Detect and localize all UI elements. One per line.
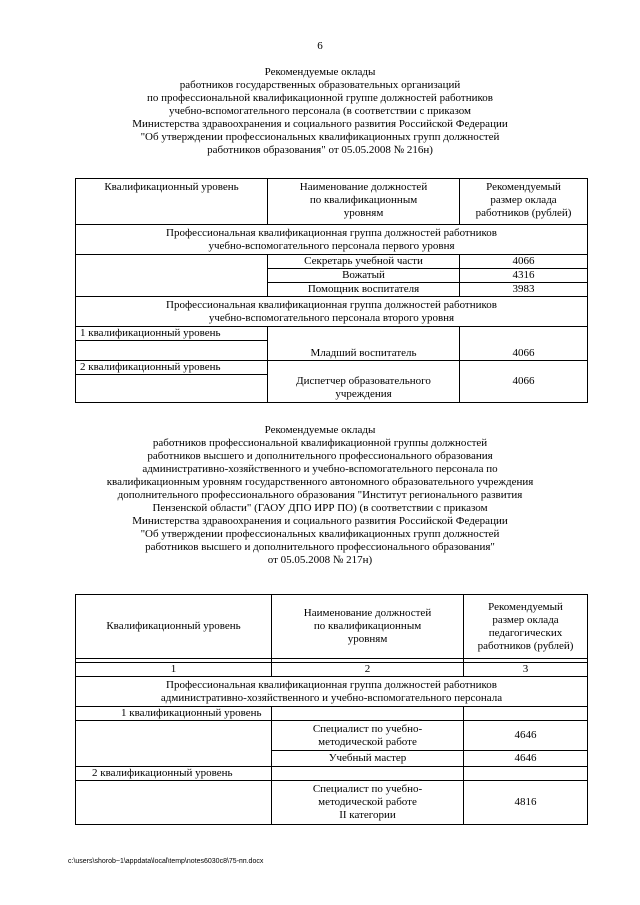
header-salary xyxy=(464,595,588,659)
position-cell: Вожатый xyxy=(268,269,460,283)
header-line: Наименование должностей xyxy=(303,607,432,619)
heading-line: работников высшего и дополнительного профессионального образования" xyxy=(145,541,495,553)
heading-line: работников профессиональной квалификационной группы должностей xyxy=(152,437,488,449)
table-row xyxy=(76,375,588,403)
level-row xyxy=(76,327,588,341)
heading-line: административно-хозяйственного и учебно-вспомогательного персонала по xyxy=(142,463,498,475)
header-level: Квалификационный уровень xyxy=(76,595,272,659)
salary-cell: 3983 xyxy=(460,283,588,297)
level-row xyxy=(76,707,588,721)
empty-cell xyxy=(76,283,268,297)
salary-cell: 4066 xyxy=(460,341,588,361)
position-cell xyxy=(272,781,464,825)
position-line: методической работе xyxy=(318,796,417,808)
group-line: учебно-вспомогательного персонала второго уровня xyxy=(208,311,455,324)
position-line: Специалист по учебно- xyxy=(312,722,423,735)
header-line: педагогических xyxy=(488,626,563,639)
level-row xyxy=(76,767,588,781)
heading-line: Министерства здравоохранения и социального развития Российской Федерации xyxy=(132,515,508,527)
salary-cell: 4646 xyxy=(464,751,588,767)
header-line: Наименование должностей xyxy=(299,181,428,193)
table-row xyxy=(76,255,588,269)
level-row xyxy=(76,361,588,375)
salary-cell: 4646 xyxy=(464,721,588,751)
header-line: работников (рублей) xyxy=(477,639,574,652)
table-row xyxy=(76,283,588,297)
empty-cell xyxy=(76,375,268,403)
header-position xyxy=(272,595,464,659)
table-row xyxy=(76,269,588,283)
empty-cell xyxy=(460,327,588,341)
empty-cell xyxy=(464,767,588,781)
table-header-row xyxy=(76,179,588,225)
salary-table-1 xyxy=(75,178,588,403)
page-number: 6 xyxy=(317,40,323,52)
file-path-footer: c:\users\shorob~1\appdata\local\temp\notes6030c8\75-пп.docx xyxy=(68,858,264,865)
position-cell: Младший воспитатель xyxy=(268,341,460,361)
heading-line: от 05.05.2008 № 217н) xyxy=(267,554,373,566)
header-line: работников (рублей) xyxy=(475,207,572,219)
group-row xyxy=(76,225,588,255)
header-line: Рекомендуемый xyxy=(488,600,563,613)
section1-heading xyxy=(60,66,580,157)
heading-line: Рекомендуемые оклады xyxy=(264,424,376,436)
level-label: 1 квалификационный уровень xyxy=(76,327,268,341)
heading-line: Рекомендуемые оклады xyxy=(264,66,376,78)
position-cell: Секретарь учебной части xyxy=(268,255,460,269)
group-line: административно-хозяйственного и учебно-вспомогательного персонала xyxy=(160,691,503,704)
header-line: по квалификационным xyxy=(313,620,422,632)
heading-line: Министерства здравоохранения и социального развития Российской Федерации xyxy=(132,118,508,130)
heading-line: дополнительного профессионального образования "Институт регионального развития xyxy=(117,489,523,501)
header-level: Квалификационный уровень xyxy=(76,179,268,225)
heading-line: работников государственных образовательных организаций xyxy=(179,79,461,91)
header-salary xyxy=(460,179,588,225)
table-header-row xyxy=(76,595,588,659)
empty-cell xyxy=(268,361,460,375)
salary-cell: 4066 xyxy=(460,375,588,403)
position-cell xyxy=(268,375,460,403)
header-line: Рекомендуемый xyxy=(486,181,561,193)
heading-line: Пензенской области" (ГАОУ ДПО ИРР ПО) (в соответствии с приказом xyxy=(152,502,488,514)
position-line: Диспетчер образовательного xyxy=(296,374,431,387)
table-row xyxy=(76,721,588,751)
group-line: Профессиональная квалификационная группа должностей работников xyxy=(166,678,497,691)
group-line: учебно-вспомогательного персонала первого уровня xyxy=(208,239,455,252)
empty-cell xyxy=(272,767,464,781)
empty-cell xyxy=(76,721,272,751)
heading-line: работников высшего и дополнительного профессионального образования xyxy=(147,450,493,462)
header-line: по квалификационным xyxy=(309,194,418,206)
position-cell: Помощник воспитателя xyxy=(268,283,460,297)
position-line: методической работе xyxy=(318,735,417,748)
column-number: 1 xyxy=(76,663,272,677)
level-label: 2 квалификационный уровень xyxy=(76,361,268,375)
heading-line: работников образования" от 05.05.2008 № 216н) xyxy=(207,144,433,156)
header-line: размер оклада xyxy=(492,613,559,626)
column-number-row xyxy=(76,663,588,677)
position-line: учреждения xyxy=(335,387,392,400)
column-number: 2 xyxy=(272,663,464,677)
group-line: Профессиональная квалификационная группа должностей работников xyxy=(166,298,497,311)
empty-cell xyxy=(76,751,272,767)
position-cell xyxy=(272,721,464,751)
position-line: II категории xyxy=(339,809,396,821)
empty-cell xyxy=(460,361,588,375)
group-row xyxy=(76,677,588,707)
column-number: 3 xyxy=(464,663,588,677)
heading-line: "Об утверждении профессиональных квалификационных групп должностей xyxy=(140,528,500,540)
empty-cell xyxy=(268,327,460,341)
salary-table-2 xyxy=(75,594,588,825)
section2-heading xyxy=(60,424,580,567)
heading-line: по профессиональной квалификационной группе должностей работников xyxy=(147,92,493,104)
empty-cell xyxy=(76,341,268,361)
header-line: размер оклада xyxy=(490,194,557,206)
heading-line: "Об утверждении профессиональных квалификационных групп должностей xyxy=(140,131,500,143)
table-row xyxy=(76,341,588,361)
heading-line: квалификационным уровням государственного автономного образовательного учреждения xyxy=(106,476,534,488)
empty-cell xyxy=(464,707,588,721)
group-title xyxy=(76,677,588,707)
level-label: 2 квалификационный уровень xyxy=(76,767,272,781)
salary-cell: 4816 xyxy=(464,781,588,825)
header-position xyxy=(268,179,460,225)
position-cell: Учебный мастер xyxy=(272,751,464,767)
empty-cell xyxy=(76,255,268,269)
group-title xyxy=(76,297,588,327)
group-title xyxy=(76,225,588,255)
level-label: 1 квалификационный уровень xyxy=(76,707,272,721)
table-row xyxy=(76,781,588,825)
header-line: уровням xyxy=(343,207,384,219)
position-line: Специалист по учебно- xyxy=(312,783,423,795)
header-line: уровням xyxy=(347,633,388,645)
group-line: Профессиональная квалификационная группа должностей работников xyxy=(166,226,497,239)
empty-cell xyxy=(76,781,272,825)
salary-cell: 4316 xyxy=(460,269,588,283)
empty-cell xyxy=(76,269,268,283)
salary-cell: 4066 xyxy=(460,255,588,269)
empty-cell xyxy=(272,707,464,721)
group-row xyxy=(76,297,588,327)
heading-line: учебно-вспомогательного персонала (в соответствии с приказом xyxy=(168,105,472,117)
table-row xyxy=(76,751,588,767)
